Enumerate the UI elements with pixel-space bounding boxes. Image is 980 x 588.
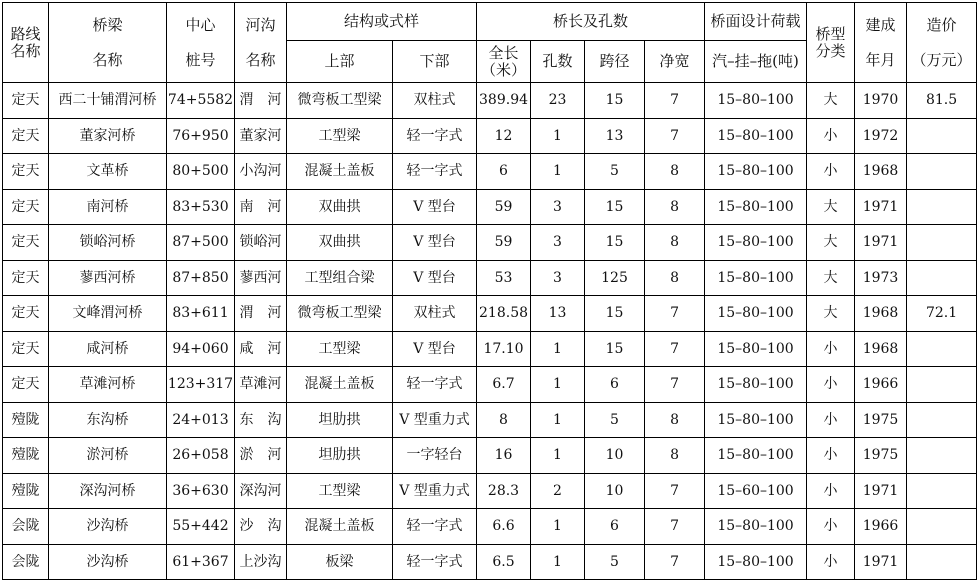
total-length-cell: 8 [477,402,531,438]
bridge-type-cell: 小 [807,544,855,580]
table-row [3,367,977,403]
span-cell: 5 [585,544,645,580]
table-row [3,509,977,545]
span-cell: 13 [585,118,645,154]
river-cell: 锁峪河 [235,225,287,261]
upper-structure-cell: 坦肋拱 [287,402,393,438]
holes-cell: 13 [531,296,585,332]
bridge-table [2,2,977,580]
holes-cell: 1 [531,118,585,154]
lower-structure-cell: 轻一字式 [393,154,477,190]
upper-structure-cell: 板梁 [287,544,393,580]
station-cell: 83+611 [167,296,235,332]
holes-cell: 1 [531,544,585,580]
bridge-type-cell: 小 [807,438,855,474]
design-load-cell: 15–80–100 [705,438,807,474]
total-length-cell: 53 [477,260,531,296]
upper-structure-cell: 双曲拱 [287,189,393,225]
net-width-cell: 8 [645,154,705,190]
upper-structure-cell: 混凝土盖板 [287,154,393,190]
bridge-type-cell: 大 [807,189,855,225]
bridge-name-cell: 草滩河桥 [49,367,167,403]
lower-structure-cell: V 型台 [393,260,477,296]
bridge-name-cell: 东沟桥 [49,402,167,438]
holes-cell: 2 [531,473,585,509]
table-row [3,438,977,474]
total-length-cell: 28.3 [477,473,531,509]
holes-cell: 1 [531,154,585,190]
net-width-cell: 7 [645,118,705,154]
station-cell: 80+500 [167,154,235,190]
river-cell: 沙 沟 [235,509,287,545]
header-load-sub: 汽–挂–拖(吨) [705,41,807,83]
lower-structure-cell: 轻一字式 [393,118,477,154]
station-cell: 83+530 [167,189,235,225]
cost-cell [907,331,977,367]
bridge-name-cell: 西二十铺渭河桥 [49,83,167,119]
upper-structure-cell: 工型梁 [287,118,393,154]
bridge-type-cell: 小 [807,402,855,438]
header-cost: 造价 （万元） [907,3,977,83]
bridge-name-cell: 文革桥 [49,154,167,190]
bridge-name-cell: 董家河桥 [49,118,167,154]
built-year-cell: 1971 [855,473,907,509]
header-net-width: 净宽 [645,41,705,83]
bridge-type-cell: 小 [807,331,855,367]
design-load-cell: 15–80–100 [705,225,807,261]
holes-cell: 23 [531,83,585,119]
upper-structure-cell: 微弯板工型梁 [287,296,393,332]
holes-cell: 3 [531,189,585,225]
span-cell: 15 [585,189,645,225]
bridge-type-cell: 大 [807,260,855,296]
net-width-cell: 7 [645,331,705,367]
river-cell: 董家河 [235,118,287,154]
table-header [3,3,977,83]
station-cell: 94+060 [167,331,235,367]
holes-cell: 1 [531,402,585,438]
header-holes: 孔数 [531,41,585,83]
total-length-cell: 16 [477,438,531,474]
total-length-cell: 218.58 [477,296,531,332]
upper-structure-cell: 坦肋拱 [287,438,393,474]
design-load-cell: 15–60–100 [705,473,807,509]
river-cell: 上沙沟 [235,544,287,580]
span-cell: 15 [585,83,645,119]
span-cell: 10 [585,473,645,509]
total-length-cell: 6.6 [477,509,531,545]
route-cell: 会陇 [3,544,49,580]
river-cell: 蓼西河 [235,260,287,296]
route-cell: 定天 [3,260,49,296]
route-cell: 殪陇 [3,402,49,438]
bridge-type-cell: 大 [807,83,855,119]
cost-cell [907,473,977,509]
header-length-span: 桥长及孔数 [477,3,705,41]
upper-structure-cell: 微弯板工型梁 [287,83,393,119]
station-cell: 36+630 [167,473,235,509]
route-cell: 定天 [3,331,49,367]
station-cell: 26+058 [167,438,235,474]
station-cell: 76+950 [167,118,235,154]
span-cell: 125 [585,260,645,296]
cost-cell [907,189,977,225]
lower-structure-cell: V 型台 [393,225,477,261]
table-row [3,260,977,296]
bridge-table-page [2,2,976,584]
lower-structure-cell: 一字轻台 [393,438,477,474]
built-year-cell: 1966 [855,509,907,545]
bridge-type-cell: 小 [807,118,855,154]
built-year-cell: 1971 [855,544,907,580]
total-length-cell: 6.7 [477,367,531,403]
table-row [3,189,977,225]
river-cell: 渭 河 [235,296,287,332]
total-length-cell: 59 [477,189,531,225]
cost-cell [907,118,977,154]
design-load-cell: 15–80–100 [705,260,807,296]
header-bridge-name: 桥梁 名称 [49,3,167,83]
header-structure: 结构或式样 [287,3,477,41]
lower-structure-cell: 双柱式 [393,296,477,332]
holes-cell: 3 [531,260,585,296]
cost-cell [907,509,977,545]
built-year-cell: 1966 [855,367,907,403]
total-length-cell: 6.5 [477,544,531,580]
total-length-cell: 17.10 [477,331,531,367]
station-cell: 74+5582 [167,83,235,119]
route-cell: 定天 [3,296,49,332]
net-width-cell: 8 [645,260,705,296]
net-width-cell: 7 [645,544,705,580]
total-length-cell: 59 [477,225,531,261]
design-load-cell: 15–80–100 [705,189,807,225]
river-cell: 小沟河 [235,154,287,190]
span-cell: 6 [585,367,645,403]
bridge-name-cell: 沙沟桥 [49,544,167,580]
table-row [3,473,977,509]
route-cell: 殪陇 [3,473,49,509]
table-row [3,331,977,367]
lower-structure-cell: V 型台 [393,331,477,367]
lower-structure-cell: 轻一字式 [393,509,477,545]
holes-cell: 1 [531,438,585,474]
total-length-cell: 6 [477,154,531,190]
holes-cell: 1 [531,331,585,367]
span-cell: 5 [585,402,645,438]
total-length-cell: 12 [477,118,531,154]
cost-cell: 81.5 [907,83,977,119]
bridge-name-cell: 咸河桥 [49,331,167,367]
holes-cell: 3 [531,225,585,261]
header-built: 建成 年月 [855,3,907,83]
built-year-cell: 1968 [855,154,907,190]
built-year-cell: 1971 [855,225,907,261]
table-row [3,118,977,154]
total-length-cell: 389.94 [477,83,531,119]
route-cell: 定天 [3,367,49,403]
bridge-type-cell: 大 [807,225,855,261]
bridge-type-cell: 小 [807,367,855,403]
header-span: 跨径 [585,41,645,83]
header-upper: 上部 [287,41,393,83]
river-cell: 淤 河 [235,438,287,474]
header-bridge-type: 桥型 分类 [807,3,855,83]
header-load-title: 桥面设计荷载 [705,3,807,41]
design-load-cell: 15–80–100 [705,154,807,190]
design-load-cell: 15–80–100 [705,509,807,545]
route-cell: 定天 [3,154,49,190]
station-cell: 24+013 [167,402,235,438]
bridge-name-cell: 南河桥 [49,189,167,225]
cost-cell [907,438,977,474]
route-cell: 定天 [3,118,49,154]
built-year-cell: 1972 [855,118,907,154]
bridge-type-cell: 大 [807,296,855,332]
station-cell: 87+500 [167,225,235,261]
cost-cell [907,225,977,261]
net-width-cell: 8 [645,438,705,474]
route-cell: 定天 [3,83,49,119]
bridge-name-cell: 深沟河桥 [49,473,167,509]
table-row [3,83,977,119]
station-cell: 55+442 [167,509,235,545]
holes-cell: 1 [531,367,585,403]
span-cell: 15 [585,225,645,261]
cost-cell: 72.1 [907,296,977,332]
built-year-cell: 1970 [855,83,907,119]
built-year-cell: 1975 [855,402,907,438]
route-cell: 殪陇 [3,438,49,474]
net-width-cell: 7 [645,473,705,509]
river-cell: 渭 河 [235,83,287,119]
station-cell: 87+850 [167,260,235,296]
cost-cell [907,367,977,403]
bridge-name-cell: 沙沟桥 [49,509,167,545]
bridge-type-cell: 小 [807,509,855,545]
header-total-length: 全长 （米） [477,41,531,83]
built-year-cell: 1968 [855,331,907,367]
header-river-name: 河沟 名称 [235,3,287,83]
upper-structure-cell: 工型梁 [287,473,393,509]
span-cell: 15 [585,331,645,367]
table-row [3,544,977,580]
table-row [3,296,977,332]
table-row [3,402,977,438]
river-cell: 咸 河 [235,331,287,367]
table-row [3,225,977,261]
lower-structure-cell: V 型重力式 [393,473,477,509]
bridge-name-cell: 文峰渭河桥 [49,296,167,332]
net-width-cell: 8 [645,225,705,261]
river-cell: 深沟河 [235,473,287,509]
upper-structure-cell: 混凝土盖板 [287,367,393,403]
lower-structure-cell: 双柱式 [393,83,477,119]
bridge-name-cell: 蓼西河桥 [49,260,167,296]
cost-cell [907,260,977,296]
header-route: 路线 名称 [3,3,49,83]
table-row [3,154,977,190]
built-year-cell: 1975 [855,438,907,474]
station-cell: 123+317 [167,367,235,403]
route-cell: 会陇 [3,509,49,545]
built-year-cell: 1971 [855,189,907,225]
upper-structure-cell: 混凝土盖板 [287,509,393,545]
net-width-cell: 7 [645,367,705,403]
lower-structure-cell: V 型台 [393,189,477,225]
cost-cell [907,154,977,190]
net-width-cell: 7 [645,296,705,332]
design-load-cell: 15–80–100 [705,83,807,119]
bridge-type-cell: 小 [807,154,855,190]
header-lower: 下部 [393,41,477,83]
cost-cell [907,402,977,438]
design-load-cell: 15–80–100 [705,402,807,438]
span-cell: 5 [585,154,645,190]
lower-structure-cell: V 型重力式 [393,402,477,438]
header-center-station: 中心 桩号 [167,3,235,83]
net-width-cell: 7 [645,83,705,119]
design-load-cell: 15–80–100 [705,118,807,154]
river-cell: 草滩河 [235,367,287,403]
upper-structure-cell: 工型组合梁 [287,260,393,296]
net-width-cell: 7 [645,509,705,545]
river-cell: 东 沟 [235,402,287,438]
station-cell: 61+367 [167,544,235,580]
upper-structure-cell: 工型梁 [287,331,393,367]
table-body [3,83,977,580]
design-load-cell: 15–80–100 [705,367,807,403]
net-width-cell: 8 [645,189,705,225]
bridge-name-cell: 锁峪河桥 [49,225,167,261]
river-cell: 南 河 [235,189,287,225]
route-cell: 定天 [3,189,49,225]
holes-cell: 1 [531,509,585,545]
bridge-name-cell: 淤河桥 [49,438,167,474]
design-load-cell: 15–80–100 [705,331,807,367]
design-load-cell: 15–80–100 [705,544,807,580]
span-cell: 6 [585,509,645,545]
route-cell: 定天 [3,225,49,261]
span-cell: 10 [585,438,645,474]
lower-structure-cell: 轻一字式 [393,367,477,403]
bridge-type-cell: 小 [807,473,855,509]
cost-cell [907,544,977,580]
built-year-cell: 1968 [855,296,907,332]
design-load-cell: 15–80–100 [705,296,807,332]
upper-structure-cell: 双曲拱 [287,225,393,261]
lower-structure-cell: 轻一字式 [393,544,477,580]
net-width-cell: 8 [645,402,705,438]
built-year-cell: 1973 [855,260,907,296]
span-cell: 15 [585,296,645,332]
